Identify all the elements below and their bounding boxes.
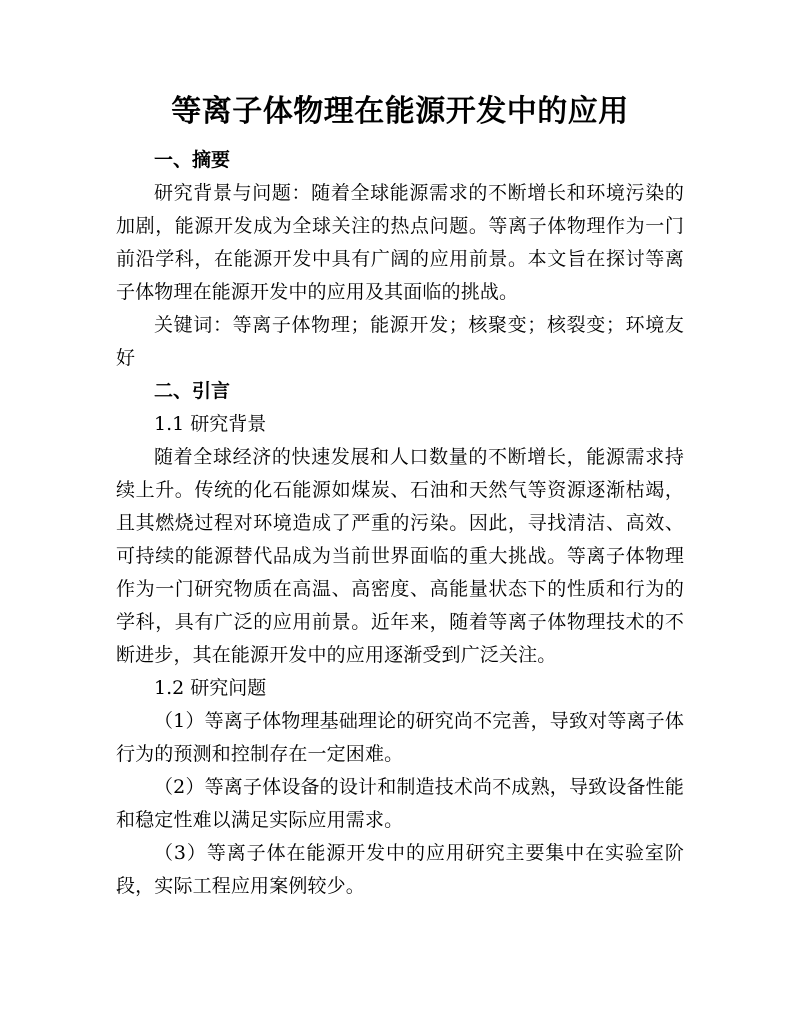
abstract-body: 研究背景与问题：随着全球能源需求的不断增长和环境污染的加剧，能源开发成为全球关注的热点问题。等离子体物理作为一门前沿学科，在能源开发中具有广阔的应用前景。本文旨在探讨等离子体物理在能源开发中的应用及其面临的挑战。	[116, 182, 684, 303]
intro-heading: 二、引言	[154, 380, 231, 402]
problem-item-2: （2）等离子体设备的设计和制造技术尚不成熟，导致设备性能和稳定性难以满足实际应用需求。	[116, 776, 684, 831]
background-body: 随着全球经济的快速发展和人口数量的不断增长，能源需求持续上升。传统的化石能源如煤炭、石油和天然气等资源逐渐枯竭，且其燃烧过程对环境造成了严重的污染。因此，寻找清洁、高效、可持续的能源替代品成为当前世界面临的重大挑战。等离子体物理作为一门研究物质在高温、高密度、高能量状态下的性质和行为的学科，具有广泛的应用前景。近年来，随着等离子体物理技术的不断进步，其在能源开发中的应用逐渐受到广泛关注。	[116, 446, 684, 666]
problem-item-3: （3）等离子体在能源开发中的应用研究主要集中在实验室阶段，实际工程应用案例较少。	[116, 842, 684, 897]
document-title: 等离子体物理在能源开发中的应用	[171, 94, 629, 129]
abstract-heading: 一、摘要	[154, 149, 231, 171]
keywords: 关键词：等离子体物理；能源开发；核聚变；核裂变；环境友好	[116, 314, 684, 369]
background-subheading: 1.1 研究背景	[154, 413, 267, 435]
problems-subheading: 1.2 研究问题	[154, 677, 267, 699]
problem-item-1: （1）等离子体物理基础理论的研究尚不完善，导致对等离子体行为的预测和控制存在一定困难。	[116, 710, 684, 765]
